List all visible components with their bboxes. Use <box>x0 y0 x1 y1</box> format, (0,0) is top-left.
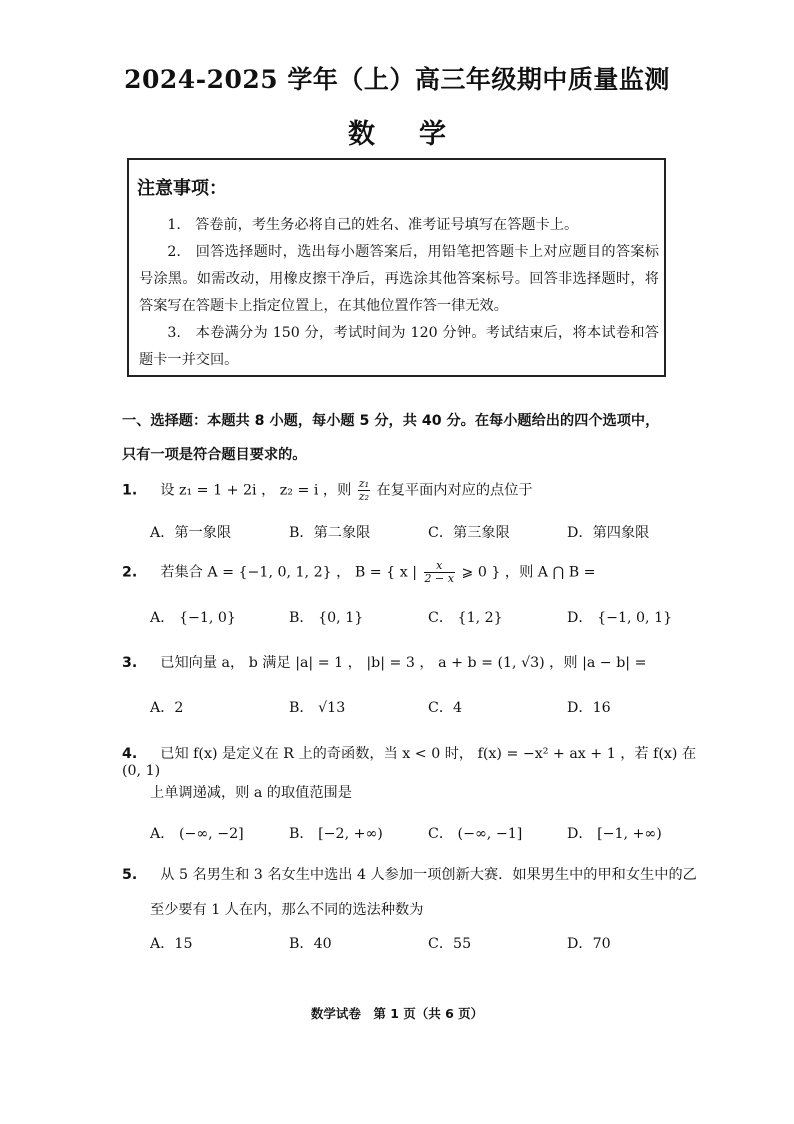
option-d: D．70 <box>567 936 611 952</box>
subject-char-2: 学 <box>419 119 446 150</box>
option-b: B． √13 <box>289 700 346 716</box>
option-b: B． [−2, +∞) <box>289 826 383 842</box>
fraction <box>424 560 455 585</box>
question-stem: 已知向量 a， b 满足 |a| = 1 ， |b| = 3 ， a + b = (1, √3) ，则 |a − b| = <box>160 655 647 671</box>
option-b: B．40 <box>289 936 332 952</box>
question-number: 5. <box>122 867 138 883</box>
section-heading: 一、选择题：本题共 8 小题，每小题 5 分，共 40 分。在每小题给出的四个选项中，只有一项是符合题目要求的。 <box>122 413 660 463</box>
notice-item-1: 1. 答卷前，考生务必将自己的姓名、准考证号填写在答题卡上。 <box>167 217 579 233</box>
option-c: C．第三象限 <box>428 525 510 541</box>
option-c: C． {1, 2} <box>428 610 503 626</box>
question-number: 3. <box>122 655 138 671</box>
question-stem-line-1: 已知 f(x) 是定义在 R 上的奇函数，当 x < 0 时， f(x) = −x² + ax + 1 ，若 f(x) 在 (0, 1) <box>122 746 697 779</box>
subject-char-1: 数 <box>348 119 375 150</box>
option-b: B．第二象限 <box>289 525 371 541</box>
question-number: 2. <box>122 564 138 581</box>
notice-box <box>127 158 666 377</box>
exam-title: 2024-2025 学年（上）高三年级期中质量监测 <box>124 65 670 94</box>
subject-title <box>0 112 794 151</box>
fraction-numerator: x <box>424 560 455 573</box>
option-d: D．第四象限 <box>567 525 650 541</box>
option-a: A．15 <box>150 936 193 952</box>
question-stem-part: 若集合 A = {−1, 0, 1, 2} ， B = { x | <box>160 564 417 581</box>
question-3 <box>122 652 702 672</box>
question-4 <box>122 743 702 779</box>
question-number: 4. <box>122 746 138 762</box>
notice-title: 注意事项： <box>137 178 227 199</box>
option-c: C．55 <box>428 936 472 952</box>
question-5-line-2: 至少要有 1 人在内，那么不同的选法种数为 <box>150 902 424 918</box>
question-stem-line-1: 从 5 名男生和 3 名女生中选出 4 人参加一项创新大赛．如果男生中的甲和女生中的乙 <box>160 867 697 883</box>
fraction <box>358 478 370 503</box>
option-b: B． {0, 1} <box>289 610 364 626</box>
notice-item-2: 2. 回答选择题时，选出每小题答案后，用铅笔把答题卡上对应题目的答案标号涂黑。如需改动，用橡皮擦干净后，再选涂其他答案标号。回答非选择题时，将答案写在答题卡上指定位置上，在其他位置作答一律无效。 <box>139 244 659 314</box>
option-a: A．2 <box>150 700 184 716</box>
question-5 <box>122 864 702 884</box>
notice-item-3: 3. 本卷满分为 150 分，考试时间为 120 分钟。考试结束后，将本试卷和答题卡一并交回。 <box>139 325 659 368</box>
option-c: C．4 <box>428 700 463 716</box>
question-stem-part: ⩾ 0 } ，则 A ⋂ B = <box>461 564 596 581</box>
question-stem-part: 在复平面内对应的点位于 <box>376 482 533 499</box>
option-d: D．16 <box>567 700 611 716</box>
option-d: D． {−1, 0, 1} <box>567 610 673 626</box>
option-a: A．第一象限 <box>150 525 232 541</box>
question-4-line-2: 上单调递减，则 a 的取值范围是 <box>150 785 352 801</box>
fraction-denominator: 2 − x <box>424 572 454 585</box>
question-number: 1. <box>122 482 138 499</box>
fraction-denominator: z₂ <box>358 490 369 503</box>
option-d: D． [−1, +∞) <box>567 826 662 842</box>
fraction-numerator: z₁ <box>358 477 369 490</box>
option-c: C． (−∞, −1] <box>428 826 523 842</box>
page-footer: 数学试卷 第 1 页（共 6 页） <box>310 1006 484 1021</box>
question-1 <box>122 478 682 503</box>
option-a: A． (−∞, −2] <box>150 826 244 842</box>
question-stem-part: 设 z₁ = 1 + 2i ， z₂ = i ，则 <box>160 482 352 499</box>
notice-body <box>139 212 659 374</box>
option-a: A． {−1, 0} <box>150 610 236 626</box>
question-2 <box>122 560 702 585</box>
